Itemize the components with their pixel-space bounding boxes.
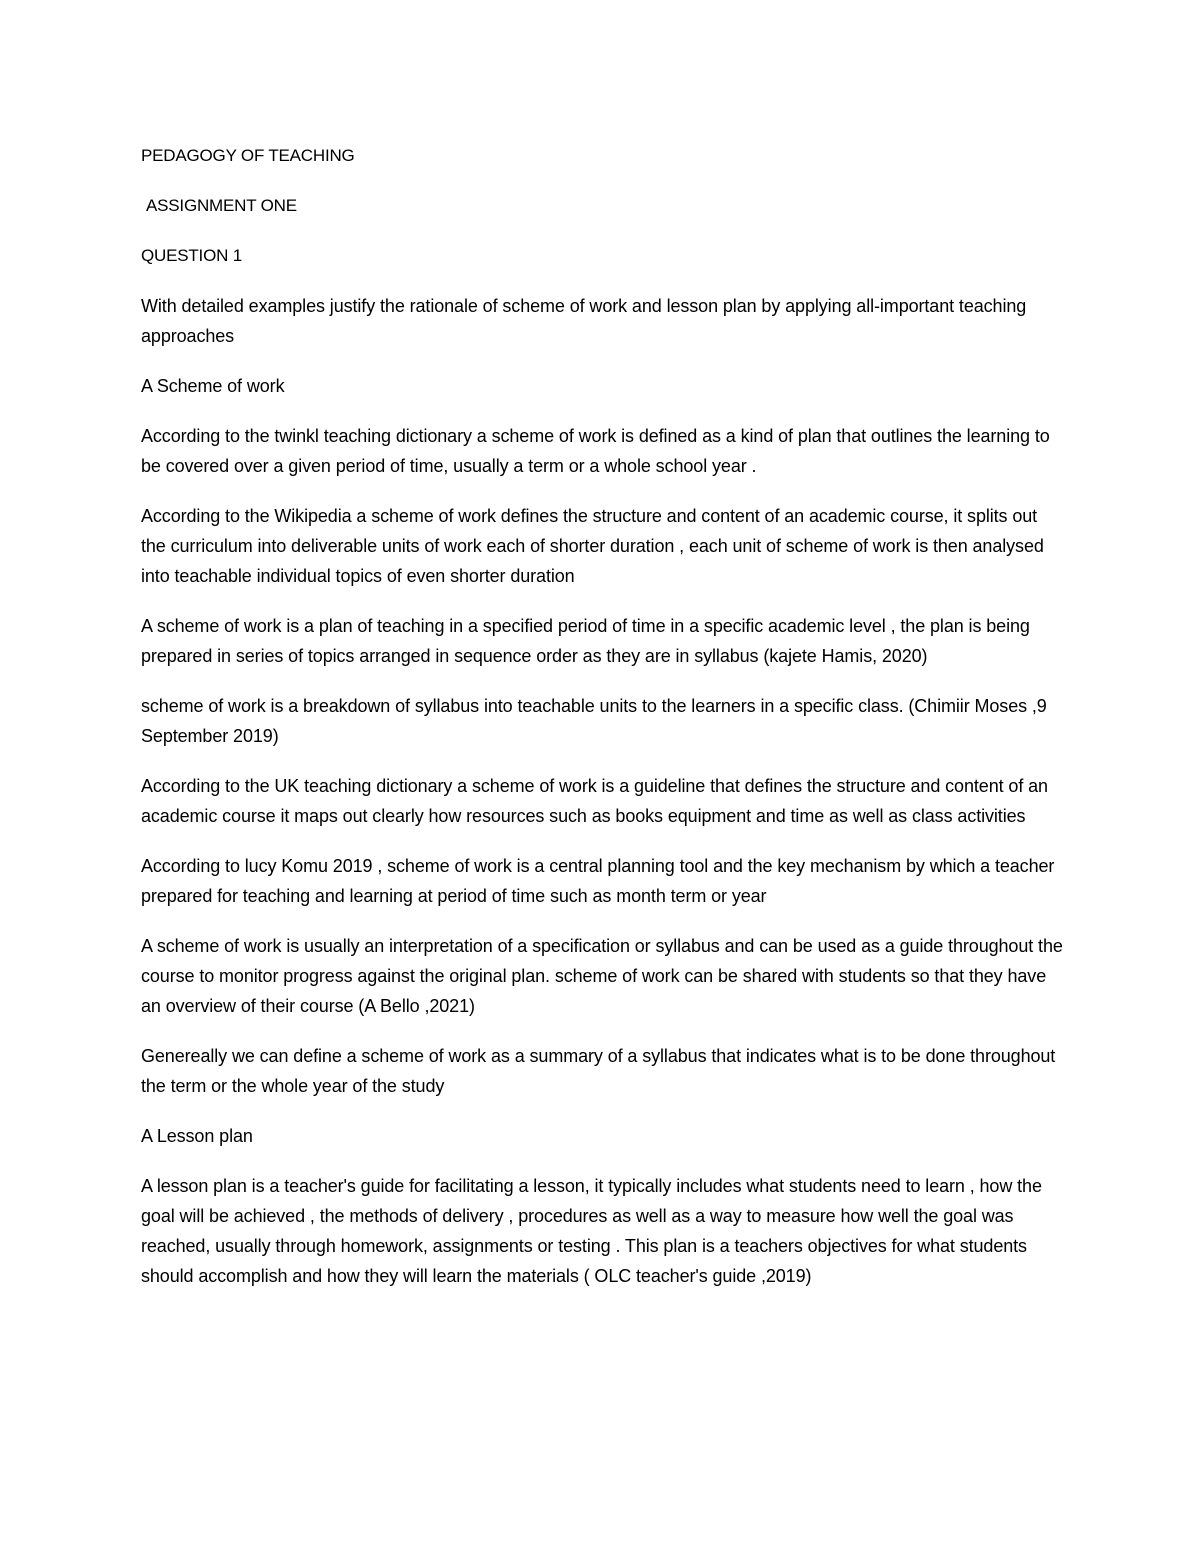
paragraph: A lesson plan is a teacher's guide for facilitating a lesson, it typically includes what students need to learn , how the goal will be achieved , the methods of delivery , procedures as well as a way to measure how well the goal was reached, usually through homework, assignments or testing . This plan is a teachers objectives for what students should accomplish and how they will learn the materials ( OLC teacher's guide ,2019) bbox=[141, 1176, 1042, 1286]
paragraph: Genereally we can define a scheme of work as a summary of a syllabus that indicates what is to be done throughout the term or the whole year of the study bbox=[141, 1046, 1056, 1096]
section-heading-scheme-of-work: A Scheme of work bbox=[141, 376, 285, 396]
paragraph: scheme of work is a breakdown of syllabus into teachable units to the learners in a specific class. (Chimiir Moses ,9 September 2019) bbox=[141, 696, 1047, 746]
paragraph: A scheme of work is usually an interpretation of a specification or syllabus and can be used as a guide throughout the course to monitor progress against the original plan. scheme of work can be shared with students so that they have an overview of their course (A Bello ,2021) bbox=[141, 936, 1063, 1016]
question-label: QUESTION 1 bbox=[141, 246, 242, 265]
document-body bbox=[141, 141, 1066, 1311]
document-title: PEDAGOGY OF TEACHING bbox=[141, 146, 355, 165]
paragraph: According to the UK teaching dictionary a scheme of work is a guideline that defines the structure and content of an academic course it maps out clearly how resources such as books equipment and time as well as class activities bbox=[141, 776, 1048, 826]
paragraph: A scheme of work is a plan of teaching in a specified period of time in a specific academic level , the plan is being prepared in series of topics arranged in sequence order as they are in syllabus (kajete Hamis, 2020) bbox=[141, 616, 1030, 666]
paragraph: According to the twinkl teaching dictionary a scheme of work is defined as a kind of plan that outlines the learning to be covered over a given period of time, usually a term or a whole school year . bbox=[141, 426, 1050, 476]
paragraph: According to the Wikipedia a scheme of work defines the structure and content of an academic course, it splits out the curriculum into deliverable units of work each of shorter duration , each unit of scheme of work is then analysed into teachable individual topics of even shorter duration bbox=[141, 506, 1044, 586]
paragraph: According to lucy Komu 2019 , scheme of work is a central planning tool and the key mechanism by which a teacher prepared for teaching and learning at period of time such as month term or year bbox=[141, 856, 1055, 906]
section-heading-lesson-plan: A Lesson plan bbox=[141, 1126, 253, 1146]
assignment-label: ASSIGNMENT ONE bbox=[146, 196, 297, 215]
question-text: With detailed examples justify the rationale of scheme of work and lesson plan by applying all-important teaching approaches bbox=[141, 296, 1027, 346]
